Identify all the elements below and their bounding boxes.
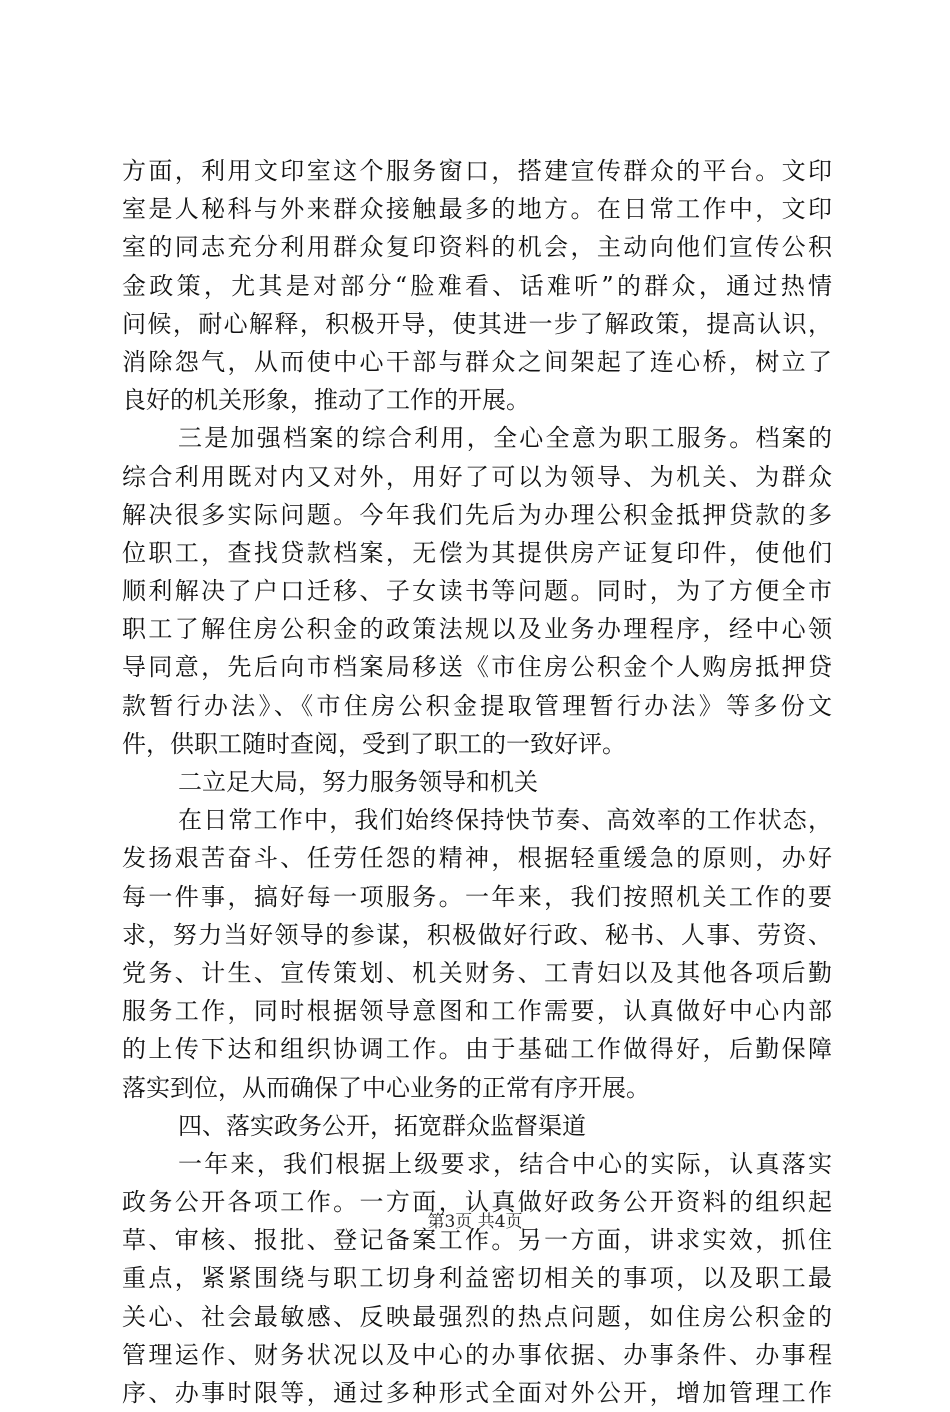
text-line: 导同意，先后向市档案局移送《市住房公积金个人购房抵押贷 bbox=[122, 653, 832, 682]
text-line: 关心、社会最敏感、反映最强烈的热点问题，如住房公积金的 bbox=[122, 1302, 832, 1331]
text-line: 顺利解决了户口迁移、子女读书等问题。同时，为了方便全市 bbox=[122, 577, 832, 606]
text-line: 解决很多实际问题。今年我们先后为办理公积金抵押贷款的多 bbox=[122, 500, 832, 529]
text-line: 问候，耐心解释，积极开导，使其进一步了解政策，提高认识， bbox=[122, 309, 832, 338]
page-footer: 第3页 共4页 bbox=[427, 1212, 523, 1232]
text-line: 求，努力当好领导的参谋，积极做好行政、秘书、人事、劳资、 bbox=[122, 920, 832, 949]
text-line: 款暂行办法》、《市住房公积金提取管理暂行办法》等多份文 bbox=[122, 691, 832, 720]
text-line: 政务公开各项工作。一方面，认真做好政务公开资料的组织起 bbox=[122, 1188, 832, 1217]
text-line: 二立足大局，努力服务领导和机关 bbox=[178, 768, 538, 796]
text-line: 落实到位，从而确保了中心业务的正常有序开展。 bbox=[122, 1073, 650, 1102]
text-line: 室的同志充分利用群众复印资料的机会，主动向他们宣传公积 bbox=[122, 233, 832, 262]
text-line: 序、办事时限等，通过多种形式全面对外公开，增加管理工作 bbox=[122, 1379, 832, 1407]
text-line: 发扬艰苦奋斗、任劳任怨的精神，根据轻重缓急的原则，办好 bbox=[122, 844, 832, 873]
text-line: 件，供职工随时查阅，受到了职工的一致好评。 bbox=[122, 729, 626, 758]
text-line: 综合利用既对内又对外，用好了可以为领导、为机关、为群众 bbox=[122, 462, 832, 491]
text-line: 位职工，查找贷款档案，无偿为其提供房产证复印件，使他们 bbox=[122, 538, 832, 567]
text-line: 室是人秘科与外来群众接触最多的地方。在日常工作中，文印 bbox=[122, 195, 832, 224]
text-line: 在日常工作中，我们始终保持快节奏、高效率的工作状态， bbox=[178, 806, 832, 835]
text-line: 管理运作、财务状况以及中心的办事依据、办事条件、办事程 bbox=[122, 1340, 832, 1369]
text-line: 服务工作，同时根据领导意图和工作需要，认真做好中心内部 bbox=[122, 997, 832, 1026]
text-line: 职工了解住房公积金的政策法规以及业务办理程序，经中心领 bbox=[122, 615, 832, 644]
text-line: 三是加强档案的综合利用，全心全意为职工服务。档案的 bbox=[178, 424, 832, 453]
text-line: 草、审核、报批、登记备案工作。另一方面，讲求实效，抓住 bbox=[122, 1226, 832, 1255]
text-line: 方面，利用文印室这个服务窗口，搭建宣传群众的平台。文印 bbox=[122, 157, 832, 185]
text-line: 每一件事，搞好每一项服务。一年来，我们按照机关工作的要 bbox=[122, 882, 832, 911]
text-line: 一年来，我们根据上级要求，结合中心的实际，认真落实 bbox=[178, 1149, 832, 1178]
text-line: 良好的机关形象，推动了工作的开展。 bbox=[122, 386, 530, 415]
text-line: 四、落实政务公开，拓宽群众监督渠道 bbox=[178, 1111, 586, 1140]
text-line: 重点，紧紧围绕与职工切身利益密切相关的事项，以及职工最 bbox=[122, 1264, 832, 1293]
text-line: 消除怨气，从而使中心干部与群众之间架起了连心桥，树立了 bbox=[122, 347, 832, 376]
text-line: 党务、计生、宣传策划、机关财务、工青妇以及其他各项后勤 bbox=[122, 958, 832, 987]
text-line: 金政策，尤其是对部分“脸难看、话难听”的群众，通过热情 bbox=[122, 271, 832, 300]
text-line: 的上传下达和组织协调工作。由于基础工作做得好，后勤保障 bbox=[122, 1035, 832, 1064]
